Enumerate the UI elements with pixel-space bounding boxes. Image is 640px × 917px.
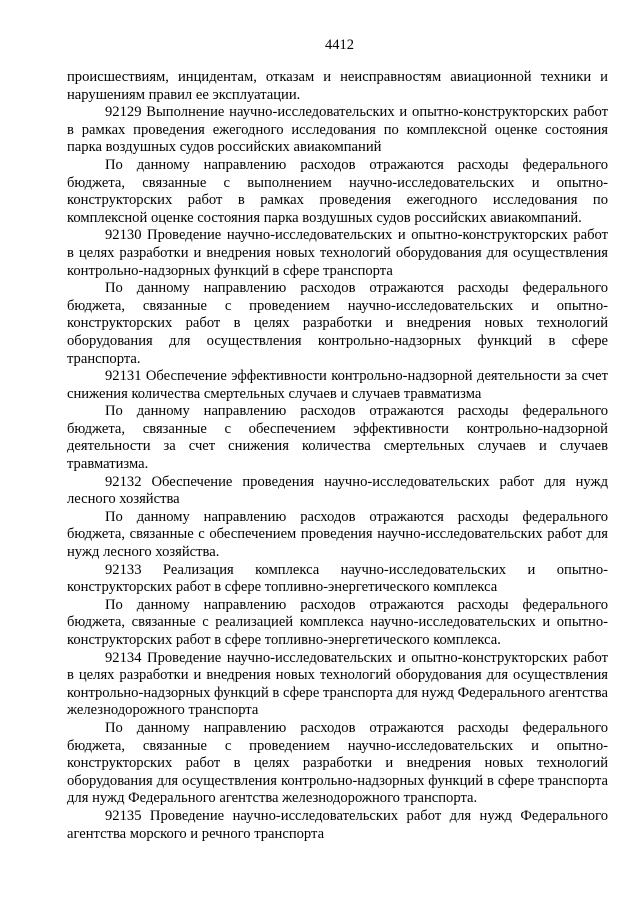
paragraph: По данному направлению расходов отражаются расходы федерального бюджета, связанные с обеспечением проведения научно-исследовательских работ для нужд лесного хозяйства. xyxy=(67,508,608,561)
paragraph: 92130 Проведение научно-исследовательских и опытно-конструкторских работ в целях разработки и внедрения новых технологий оборудования для осуществления контрольно-надзорных функций в сфере транспорта xyxy=(67,227,608,279)
paragraph: 92133 Реализация комплекса научно-исследовательских и опытно-конструкторских работ в сфере топливно-энергетического комплекса xyxy=(67,561,608,596)
paragraph: По данному направлению расходов отражаются расходы федерального бюджета, связанные с выполнением научно-исследовательских и опытно-конструкторских работ в рамках проведения ежегодного исследования по комплексной оценке состояния парка воздушных судов российских авиакомпаний. xyxy=(67,156,608,226)
document-page xyxy=(67,36,608,843)
paragraph: По данному направлению расходов отражаются расходы федерального бюджета, связанные с обеспечением эффективности контрольно-надзорной деятельности за счет снижения количества смертельных случаев и случаев травматизма. xyxy=(67,403,608,473)
paragraph: 92129 Выполнение научно-исследовательских и опытно-конструкторских работ в рамках проведения ежегодного исследования по комплексной оценке состояния парка воздушных судов российских авиакомпаний xyxy=(67,104,608,156)
document-body xyxy=(67,69,608,843)
paragraph: 92134 Проведение научно-исследовательских и опытно-конструкторских работ в целях разработки и внедрения новых технологий оборудования для осуществления контрольно-надзорных функций в сфере транспорта для нужд Федерального агентства железнодорожного транспорта xyxy=(67,649,608,719)
page-number: 4412 xyxy=(325,37,354,53)
paragraph: 92132 Обеспечение проведения научно-исследовательских работ для нужд лесного хозяйства xyxy=(67,473,608,508)
paragraph: По данному направлению расходов отражаются расходы федерального бюджета, связанные с проведением научно-исследовательских и опытно-конструкторских работ в целях разработки и внедрения новых технологий оборудования для осуществления контрольно-надзорных функций в сфере транспорта. xyxy=(67,280,608,367)
paragraph: 92135 Проведение научно-исследовательских работ для нужд Федерального агентства морского и речного транспорта xyxy=(67,807,608,842)
paragraph: По данному направлению расходов отражаются расходы федерального бюджета, связанные с проведением научно-исследовательских и опытно-конструкторских работ в целях разработки и внедрения новых технологий оборудования для осуществления контрольно-надзорных функций в сфере транспорта для нужд Федерального агентства железнодорожного транспорта. xyxy=(67,719,608,807)
paragraph: происшествиям, инцидентам, отказам и неисправностям авиационной техники и нарушениям правил ее эксплуатации. xyxy=(67,69,608,103)
paragraph: 92131 Обеспечение эффективности контрольно-надзорной деятельности за счет снижения количества смертельных случаев и случаев травматизма xyxy=(67,368,608,402)
paragraph: По данному направлению расходов отражаются расходы федерального бюджета, связанные с реализацией комплекса научно-исследовательских и опытно-конструкторских работ в сфере топливно-энергетического комплекса. xyxy=(67,596,608,648)
